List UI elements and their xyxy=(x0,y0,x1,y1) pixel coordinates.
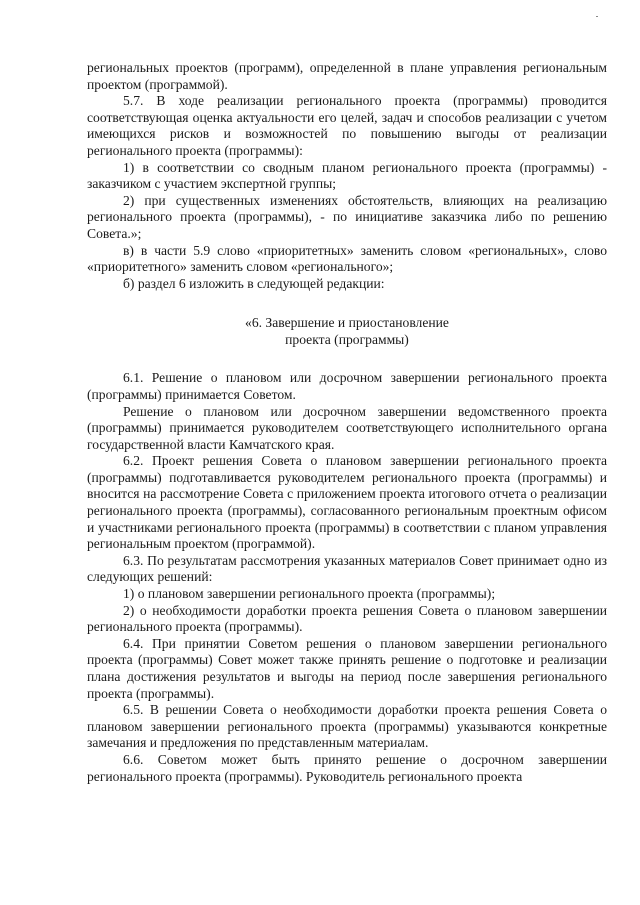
paragraph-continuation: региональных проектов (программ), определенной в плане управления региональным проектом (программой). xyxy=(87,60,607,92)
paragraph-6-1: 6.1. Решение о плановом или досрочном завершении регионального проекта (программы) принимается Советом. xyxy=(87,370,607,402)
paragraph-6-2: 6.2. Проект решения Совета о плановом завершении регионального проекта (программы) подготавливается руководителем регионального проекта (программы) и вносится на рассмотрение Совета с приложением проекта итогового отчета о реализации регионального проекта (программы), согласованного региональным проектным офисом и участниками регионального проекта (программы) в соответствии с планом управления региональным проектом (программой). xyxy=(87,453,607,552)
paragraph-6-4: 6.4. При принятии Советом решения о плановом завершении регионального проекта (программы) Совет может также принять решение о подготовке и реализации плана достижения результатов и выгоды на период после завершения регионального проекта (программы). xyxy=(87,635,607,701)
section-heading-line1: «6. Завершение и приостановление xyxy=(245,315,449,331)
paragraph-6-5: 6.5. В решении Совета о необходимости доработки проекта решения Совета о плановом завершении регионального проекта (программы) указываются конкретные замечания и предложения по представленным материалам. xyxy=(87,702,607,751)
section-heading xyxy=(87,314,607,348)
list-item-6-3-1: 1) о плановом завершении регионального проекта (программы); xyxy=(123,586,496,602)
paragraph-6-3: 6.3. По результатам рассмотрения указанных материалов Совет принимает одно из следующих решений: xyxy=(87,552,607,585)
list-item-1: 1) в соответствии со сводным планом регионального проекта (программы) - заказчиком с участием экспертной группы; xyxy=(87,159,607,192)
scan-speck xyxy=(596,16,598,17)
paragraph-6-6: 6.6. Советом может быть принято решение о досрочном завершении регионального проекта (программы). Руководитель регионального проекта xyxy=(87,751,607,784)
amendment-b: б) раздел 6 изложить в следующей редакции: xyxy=(123,275,385,291)
paragraph-5-7: 5.7. В ходе реализации регионального проекта (программы) проводится соответствующая оценка актуальности его целей, задач и способов реализации с учетом имеющихся рисков и возможностей по повышению выгоды от реализации регионального проекта (программы): xyxy=(87,93,607,158)
list-item-2: 2) при существенных изменениях обстоятельств, влияющих на реализацию регионального проекта (программы), - по инициативе заказчика либо по решению Совета.»; xyxy=(87,192,607,241)
paragraph-6-1-b: Решение о плановом или досрочном завершении ведомственного проекта (программы) принимается руководителем соответствующего исполнительного органа государственной власти Камчатского края. xyxy=(87,403,607,452)
amendment-v: в) в части 5.9 слово «приоритетных» заменить словом «региональных», слово «приоритетного» заменить словом «регионального»; xyxy=(87,242,607,275)
section-heading-line2: проекта (программы) xyxy=(285,332,409,348)
document-page xyxy=(87,60,607,785)
list-item-6-3-2: 2) о необходимости доработки проекта решения Совета о плановом завершении регионального проекта (программы). xyxy=(87,602,607,635)
